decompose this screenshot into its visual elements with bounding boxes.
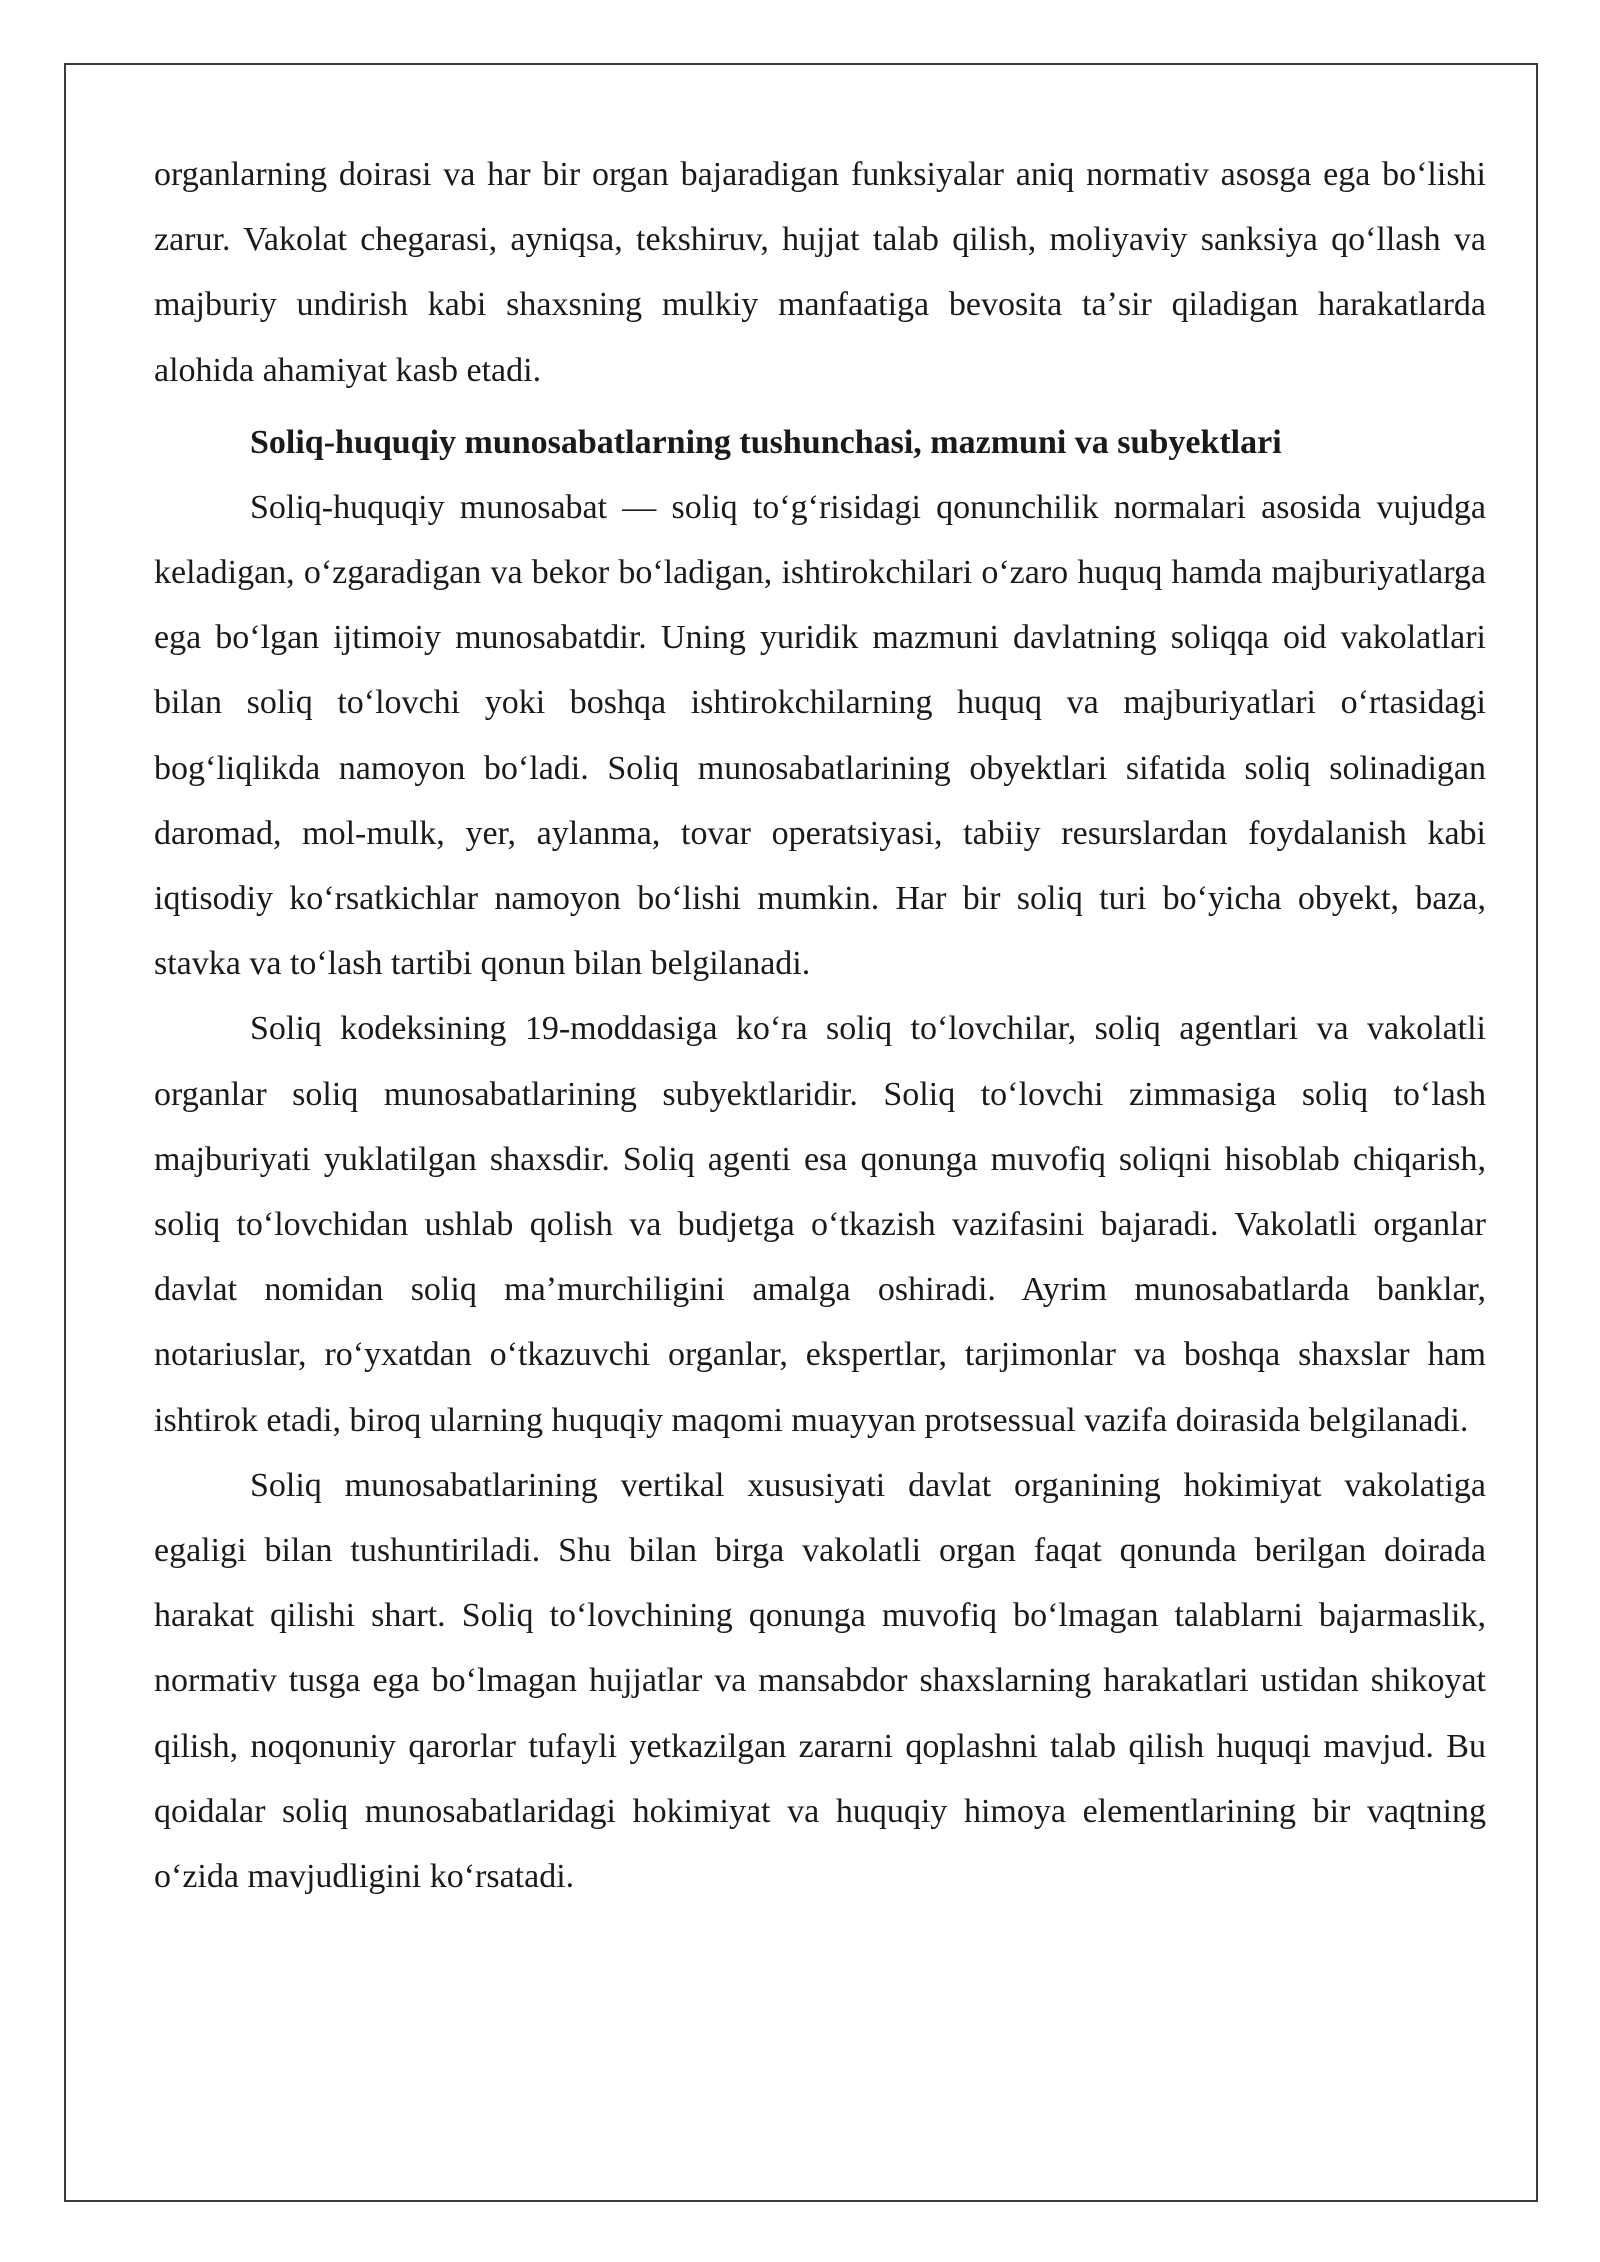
section-heading: Soliq-huquqiy munosabatlarning tushunchasi, mazmuni va subyektlari xyxy=(250,423,1282,461)
paragraph-definition: Soliq-huquqiy munosabat — soliq toʻgʻrisidagi qonunchilik normalari asosida vujudga keladigan, oʻzgaradigan va bekor boʻladigan, ishtirokchilari oʻzaro huquq hamda majburiyatlarga ega boʻlgan ijtimoiy munosabatdir. Uning yuridik mazmuni davlatning soliqqa oid vakolatlari bilan soliq toʻlovchi yoki boshqa ishtirokchilarning huquq va majburiyatlari oʻrtasidagi bogʻliqlikda namoyon boʻladi. Soliq munosabatlarining obyektlari sifatida soliq solinadigan daromad, mol-mulk, yer, aylanma, tovar operatsiyasi, tabiiy resurslardan foydalanish kabi iqtisodiy koʻrsatkichlar namoyon boʻlishi mumkin. Har bir soliq turi boʻyicha obyekt, baza, stavka va toʻlash tartibi qonun bilan belgilanadi. xyxy=(154,488,1486,983)
document-body xyxy=(154,142,1486,1909)
paragraph-subjects: Soliq kodeksining 19-moddasiga koʻra soliq toʻlovchilar, soliq agentlari va vakolatli organlar soliq munosabatlarining subyektlaridir. Soliq toʻlovchi zimmasiga soliq toʻlash majburiyati yuklatilgan shaxsdir. Soliq agenti esa qonunga muvofiq soliqni hisoblab chiqarish, soliq toʻlovchidan ushlab qolish va budjetga oʻtkazish vazifasini bajaradi. Vakolatli organlar davlat nomidan soliq maʼmurchiligini amalga oshiradi. Ayrim munosabatlarda banklar, notariuslar, roʻyxatdan oʻtkazuvchi organlar, ekspertlar, tarjimonlar va boshqa shaxslar ham ishtirok etadi, biroq ularning huquqiy maqomi muayyan protsessual vazifa doirasida belgilanadi. xyxy=(154,1010,1486,1439)
paragraph-vertical-nature: Soliq munosabatlarining vertikal xususiyati davlat organining hokimiyat vakolatiga egaligi bilan tushuntiriladi. Shu bilan birga vakolatli organ faqat qonunda berilgan doirada harakat qilishi shart. Soliq toʻlovchining qonunga muvofiq boʻlmagan talablarni bajarmaslik, normativ tusga ega boʻlmagan hujjatlar va mansabdor shaxslarning harakatlari ustidan shikoyat qilish, noqonuniy qarorlar tufayli yetkazilgan zararni qoplashni talab qilish huquqi mavjud. Bu qoidalar soliq munosabatlaridagi hokimiyat va huquqiy himoya elementlarining bir vaqtning oʻzida mavjudligini koʻrsatadi. xyxy=(154,1466,1486,1896)
paragraph-continuation: organlarning doirasi va har bir organ bajaradigan funksiyalar aniq normativ asosga ega boʻlishi zarur. Vakolat chegarasi, ayniqsa, tekshiruv, hujjat talab qilish, moliyaviy sanksiya qoʻllash va majburiy undirish kabi shaxsning mulkiy manfaatiga bevosita taʼsir qiladigan harakatlarda alohida ahamiyat kasb etadi. xyxy=(154,156,1486,389)
